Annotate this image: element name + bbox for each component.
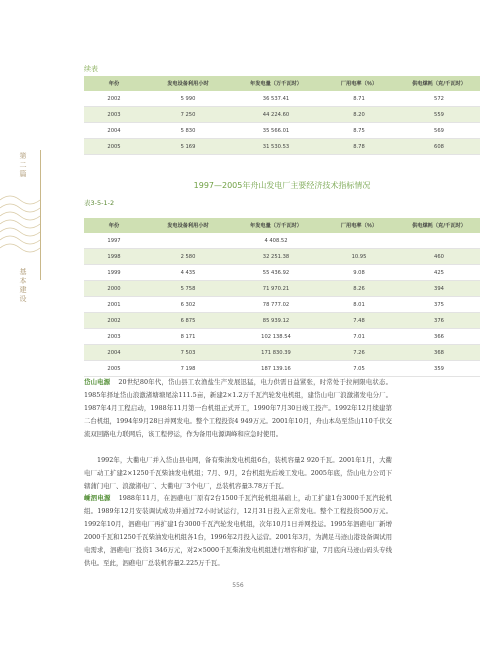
table-cell: 7 503 [144, 345, 232, 361]
side-rule-top [40, 150, 41, 280]
table2-title: 1997—2005年舟山发电厂主要经济技术指标情况 [193, 181, 371, 190]
table-cell: 55 436.92 [232, 265, 320, 281]
table-cell: 460 [398, 249, 480, 265]
table-cell: 394 [398, 281, 480, 297]
table-cell: 4 435 [144, 265, 232, 281]
table-cell: 2004 [84, 123, 144, 139]
paragraph-text: 1992年，大衢电厂并入岱山县电网，备有柴油发电机组6台，装机容量2 920千瓦。2001年1月，大衢电厂动工扩建2×1250千瓦柴油发电机组；7月、9月，2台机组先后竣工发电。2005年底，岱山电力公司下辖蒲门电厂、浪激渚电厂、大衢电厂3个电厂，总装机容量3.78万千瓦。 [84, 456, 392, 490]
table-cell: 8 171 [144, 329, 232, 345]
table-cell: 171 830.39 [232, 345, 320, 361]
table-cell: 366 [398, 329, 480, 345]
table-row [84, 361, 480, 377]
table-cell: 8.01 [320, 297, 398, 313]
table-cell: 85 939.12 [232, 313, 320, 329]
side-wave-decoration [0, 80, 44, 380]
table-continued [84, 76, 480, 155]
table-cell: 71 970.21 [232, 281, 320, 297]
table-cell: 1997 [84, 233, 144, 249]
table-cell: 5 169 [144, 139, 232, 155]
table-cell: 376 [398, 313, 480, 329]
header-year: 年份 [84, 76, 144, 91]
table-cell: 44 224.60 [232, 107, 320, 123]
header-generation: 年发电量（万千瓦时） [232, 76, 320, 91]
page-number: 556 [232, 582, 244, 589]
header-coal: 供电煤耗（克/千瓦时） [398, 76, 480, 91]
table-cell: 1999 [84, 265, 144, 281]
table-cell: 559 [398, 107, 480, 123]
table-header-row [84, 218, 480, 233]
table-row [84, 313, 480, 329]
header-year: 年份 [84, 218, 144, 233]
table-cell: 7 250 [144, 107, 232, 123]
table-cell: 2002 [84, 91, 144, 107]
table-cell: 7.48 [320, 313, 398, 329]
table-cell: 2001 [84, 297, 144, 313]
table-cell: 7.05 [320, 361, 398, 377]
table-row [84, 249, 480, 265]
table-cell [398, 233, 480, 249]
table-cell: 8.71 [320, 91, 398, 107]
paragraph-text: 1988年11月，在泗礁电厂原有2台1500千瓦汽轮机组基础上，动工扩建1台3000千瓦汽轮机组。1989年12月安装调试成功并通过72小时试运行，12月31日投入正常发电。整个工程投资500万元。1992年10月，泗礁电厂再扩建1台3000千瓦汽轮发电机组，次年10月1日并网投运。1995年泗礁电厂新增2000千瓦和1250千瓦柴油发电机组各1台，1996年2月投入运营。2001年3月，为满足马迹山港设备调试用电需求，泗礁电厂投资1 346万元，对2×5000千瓦柴油发电机组进行增容和扩建，7月底向马迹山码头专线供电。至此，泗礁电厂总装机容量2.225万千瓦。 [84, 494, 393, 567]
header-hours: 发电设备利用小时 [144, 218, 232, 233]
table-cell: 31 530.53 [232, 139, 320, 155]
table-cell: 8.75 [320, 123, 398, 139]
table1-body [84, 91, 480, 155]
header-coal: 供电煤耗（克/千瓦时） [398, 218, 480, 233]
table-cell: 2005 [84, 361, 144, 377]
paragraph-daqu [84, 454, 392, 493]
table-cell [144, 233, 232, 249]
table-cell: 187 139.16 [232, 361, 320, 377]
table-cell: 608 [398, 139, 480, 155]
table-cell: 8.20 [320, 107, 398, 123]
table-row [84, 345, 480, 361]
side-section: 基本建设 [19, 268, 27, 304]
side-chapter: 第二篇 [19, 152, 27, 179]
table-cell: 5 758 [144, 281, 232, 297]
table-cell: 2003 [84, 107, 144, 123]
table-cell: 7.26 [320, 345, 398, 361]
header-hours: 发电设备利用小时 [144, 76, 232, 91]
table-cell: 102 138.54 [232, 329, 320, 345]
table-header-row [84, 76, 480, 91]
table-cell: 36 537.41 [232, 91, 320, 107]
table-row [84, 329, 480, 345]
table-cell: 8.26 [320, 281, 398, 297]
paragraph-text: 20世纪80年代，岱山县工农渔盐生产发展迅猛，电力供需日益紧张，时常处于拉闸限电状态。1985年择址岱山浪激渚塘塘尾涂111.5亩，新建2×1.2万千瓦汽轮发电机组，建岱山电厂浪激渚发电分厂。1987年4月工程启动，1988年11月第一台机组正式开工，1990年7月30日竣工投产。1992年12月续建第二台机组，1994年9月28日并网发电。整个工程投资4 949万元。2001年10月，舟山本岛至岱山110千伏交流双回路电力联网后，该工程停运，作为备用电源调峰和应急时使用。 [84, 378, 392, 438]
header-generation: 年发电量（万千瓦时） [232, 218, 320, 233]
table-cell: 7.01 [320, 329, 398, 345]
table-cell: 2002 [84, 313, 144, 329]
header-aux-rate: 厂用电率（％） [320, 218, 398, 233]
table-cell: 2005 [84, 139, 144, 155]
table-cell: 2000 [84, 281, 144, 297]
table-cell: 4 408.52 [232, 233, 320, 249]
table-cell: 7 198 [144, 361, 232, 377]
table2-body [84, 233, 480, 377]
table-row [84, 297, 480, 313]
paragraph-lead: 嵊泗电源 [84, 494, 111, 502]
table-cell: 6 302 [144, 297, 232, 313]
paragraph-lead: 岱山电源 [84, 378, 111, 386]
table-cell: 35 566.01 [232, 123, 320, 139]
table-row [84, 91, 480, 107]
table-cell: 5 830 [144, 123, 232, 139]
header-aux-rate: 厂用电率（％） [320, 76, 398, 91]
continued-label: 续表 [84, 65, 98, 73]
table-row [84, 107, 480, 123]
table-cell: 359 [398, 361, 480, 377]
table-row [84, 123, 480, 139]
table-cell: 2003 [84, 329, 144, 345]
table2-number: 表3-5-1-2 [84, 199, 115, 207]
table-cell: 1998 [84, 249, 144, 265]
table-cell: 9.08 [320, 265, 398, 281]
table-cell: 8.78 [320, 139, 398, 155]
paragraph-daishan [84, 376, 392, 441]
table-cell [320, 233, 398, 249]
table-cell: 78 777.02 [232, 297, 320, 313]
table-economic-indicators [84, 218, 480, 377]
table-cell: 425 [398, 265, 480, 281]
table-cell: 5 990 [144, 91, 232, 107]
table-cell: 10.95 [320, 249, 398, 265]
table-cell: 572 [398, 91, 480, 107]
table-row [84, 281, 480, 297]
table-row [84, 233, 480, 249]
table-cell: 32 251.38 [232, 249, 320, 265]
paragraph-shengsi [84, 492, 392, 570]
table-row [84, 265, 480, 281]
table-cell: 368 [398, 345, 480, 361]
table-row [84, 139, 480, 155]
table-cell: 6 875 [144, 313, 232, 329]
table-cell: 2 580 [144, 249, 232, 265]
table-cell: 375 [398, 297, 480, 313]
table-cell: 2004 [84, 345, 144, 361]
table-cell: 569 [398, 123, 480, 139]
